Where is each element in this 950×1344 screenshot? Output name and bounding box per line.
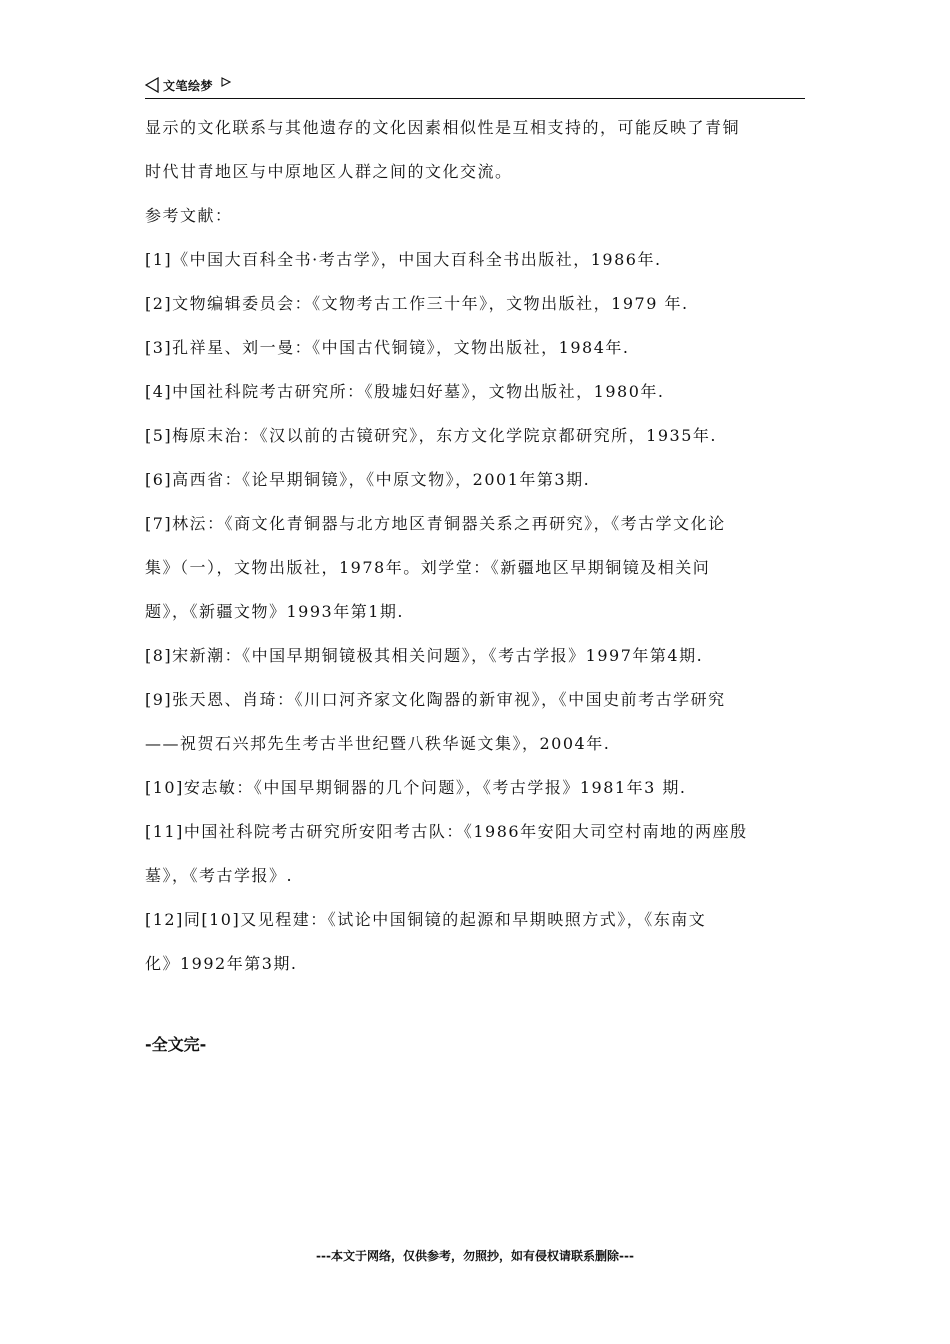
page-header: [145, 72, 805, 99]
reference-line: [9]张天恩、肖琦：《川口河齐家文化陶器的新审视》，《中国史前考古学研究: [145, 690, 726, 709]
document-body: [145, 106, 810, 986]
reference-line: 墓》，《考古学报》.: [145, 866, 294, 885]
header-title: 文笔绘梦: [163, 78, 214, 93]
reference-line: [8]宋新潮：《中国早期铜镜极其相关问题》，《考古学报》1997年第4期.: [145, 646, 704, 665]
reference-line: 集》（一），文物出版社，1978年。刘学堂：《新疆地区早期铜镜及相关问: [145, 558, 711, 577]
reference-line: [11]中国社科院考古研究所安阳考古队：《1986年安阳大司空村南地的两座殷: [145, 822, 748, 841]
reference-line: [12]同[10]又见程建：《试论中国铜镜的起源和早期映照方式》，《东南文: [145, 910, 707, 929]
reference-line: [2]文物编辑委员会：《文物考古工作三十年》，文物出版社，1979 年.: [145, 294, 689, 313]
header-left: [145, 77, 231, 94]
reference-line: [7]林沄：《商文化青铜器与北方地区青铜器关系之再研究》，《考古学文化论: [145, 514, 726, 533]
reference-line: 化》1992年第3期.: [145, 954, 298, 973]
end-mark: -全文完-: [145, 1035, 207, 1054]
triangle-right-icon: [221, 77, 231, 87]
page-footer: ---本文于网络，仅供参考，勿照抄，如有侵权请联系删除---: [316, 1249, 634, 1263]
reference-line: [4]中国社科院考古研究所：《殷墟妇好墓》，文物出版社，1980年.: [145, 382, 665, 401]
reference-line: [5]梅原末治：《汉以前的古镜研究》，东方文化学院京都研究所，1935年.: [145, 426, 717, 445]
triangle-left-icon: [145, 77, 159, 93]
text-line: 显示的文化联系与其他遗存的文化因素相似性是互相支持的，可能反映了青铜: [145, 118, 741, 137]
reference-line: [10]安志敏：《中国早期铜器的几个问题》，《考古学报》1981年3 期.: [145, 778, 687, 797]
text-line: 时代甘青地区与中原地区人群之间的文化交流。: [145, 162, 513, 181]
reference-line: [3]孔祥星、刘一曼：《中国古代铜镜》，文物出版社，1984年.: [145, 338, 630, 357]
references-heading: 参考文献：: [145, 206, 233, 225]
reference-line: [1]《中国大百科全书·考古学》，中国大百科全书出版社，1986年.: [145, 250, 662, 269]
reference-line: 题》，《新疆文物》1993年第1期.: [145, 602, 404, 621]
reference-line: [6]高西省：《论早期铜镜》，《中原文物》，2001年第3期.: [145, 470, 591, 489]
reference-line: ——祝贺石兴邦先生考古半世纪暨八秩华诞文集》，2004年.: [145, 734, 611, 753]
